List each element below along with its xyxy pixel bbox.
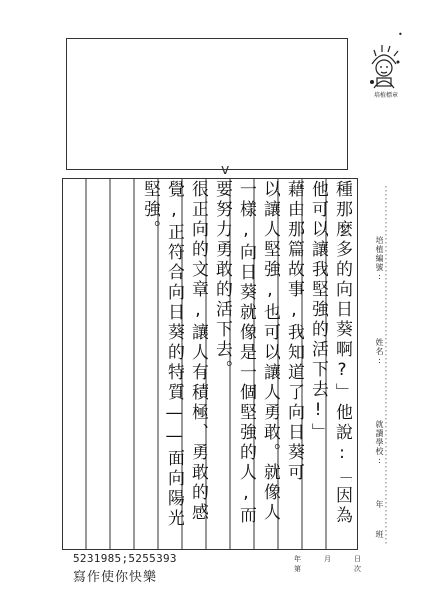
margin-check-mark: v (221, 162, 230, 178)
date-times: 次 (354, 565, 361, 573)
essay-column: 很正向的文章,讓人有積極、勇敢的感 (188, 180, 208, 523)
form-dotted-line (384, 186, 388, 546)
essay-column: 要努力勇敢的活下去。 (212, 180, 232, 380)
ink-dot: • (398, 30, 403, 39)
class-number-label: 培植編號: (375, 236, 384, 282)
footer-phone-numbers: 5231985;5255393 (73, 552, 177, 565)
footer-slogan: 寫作使你快樂 (73, 570, 158, 585)
date-day: 日 (354, 555, 361, 563)
essay-column: 以讓人堅強,也可以讓人勇敢。就像人 (260, 180, 280, 523)
cartoon-stamp-icon (362, 42, 406, 90)
class-suffix-label: 班 (375, 530, 384, 539)
grade-label: 年 (375, 500, 384, 509)
essay-column: 堅強。 (140, 180, 160, 240)
name-label: 姓名: (375, 338, 384, 366)
date-year: 年 (294, 555, 301, 563)
essay-column: 種那麼多的向日葵啊?」他說:「因為 (332, 180, 352, 526)
teacher-comment-box (66, 38, 348, 170)
essay-column: 藉由那篇故事,我知道了向日葵可 (284, 180, 304, 483)
school-label: 就讀學校: (375, 420, 384, 466)
essay-column: 覺,正符合向日葵的特質——面向陽光 (164, 180, 184, 529)
writing-grid (62, 178, 358, 550)
essay-column: 一樣,向日葵就像是一個堅強的人,而 (236, 180, 256, 526)
date-no: 第 (294, 565, 301, 573)
date-month: 月 (324, 555, 331, 563)
essay-column: 他可以讓我堅強的活下去!」 (308, 180, 328, 443)
stamp-caption: 培植標章 (373, 92, 398, 99)
